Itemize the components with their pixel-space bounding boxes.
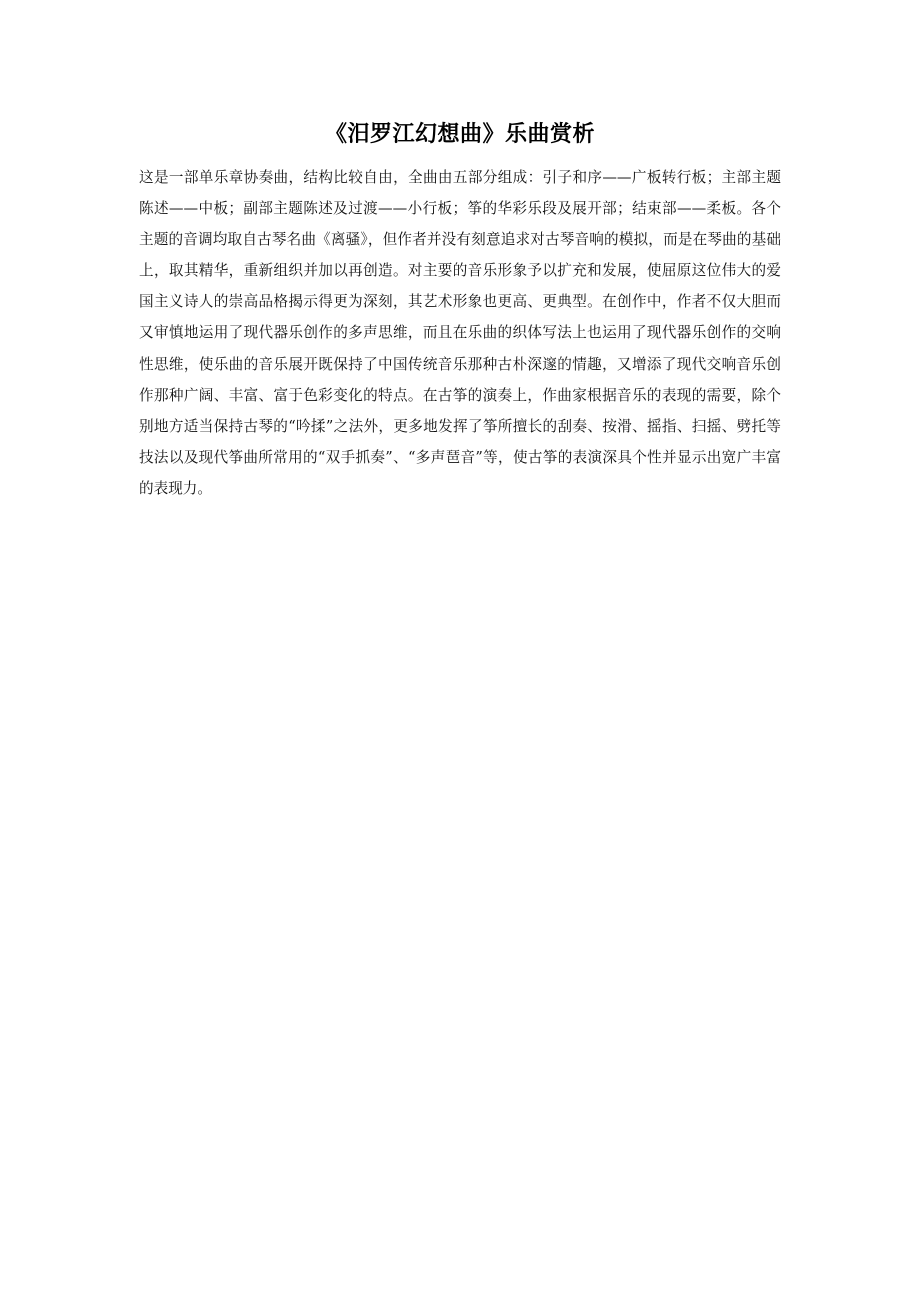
document-title: 《汨罗江幻想曲》乐曲赏析 xyxy=(324,122,595,147)
body-paragraph: 这是一部单乐章协奏曲，结构比较自由，全曲由五部分组成：引子和序——广板转行板；主部主题陈述——中板；副部主题陈述及过渡——小行板；筝的华彩乐段及展开部；结束部——柔板。各个主题的音调均取自古琴名曲《离骚》，但作者并没有刻意追求对古琴音响的模拟，而是在琴曲的基础上，取其精华，重新组织并加以再创造。对主要的音乐形象予以扩充和发展，使屈原这位伟大的爱国主义诗人的崇高品格揭示得更为深刻，其艺术形象也更高、更典型。在创作中，作者不仅大胆而又审慎地运用了现代器乐创作的多声思维，而且在乐曲的织体写法上也运用了现代器乐创作的交响性思维，使乐曲的音乐展开既保持了中国传统音乐那种古朴深邃的情趣，又增添了现代交响音乐创作那种广阔、丰富、富于色彩变化的特点。在古筝的演奏上，作曲家根据音乐的表现的需要，除个别地方适当保持古琴的“吟揉”之法外，更多地发挥了筝所擅长的刮奏、按滑、摇指、扫摇、劈托等技法以及现代筝曲所常用的“双手抓奏”、“多声琶音”等，使古筝的表演深具个性并显示出宽广丰富的表现力。 xyxy=(139,169,781,497)
